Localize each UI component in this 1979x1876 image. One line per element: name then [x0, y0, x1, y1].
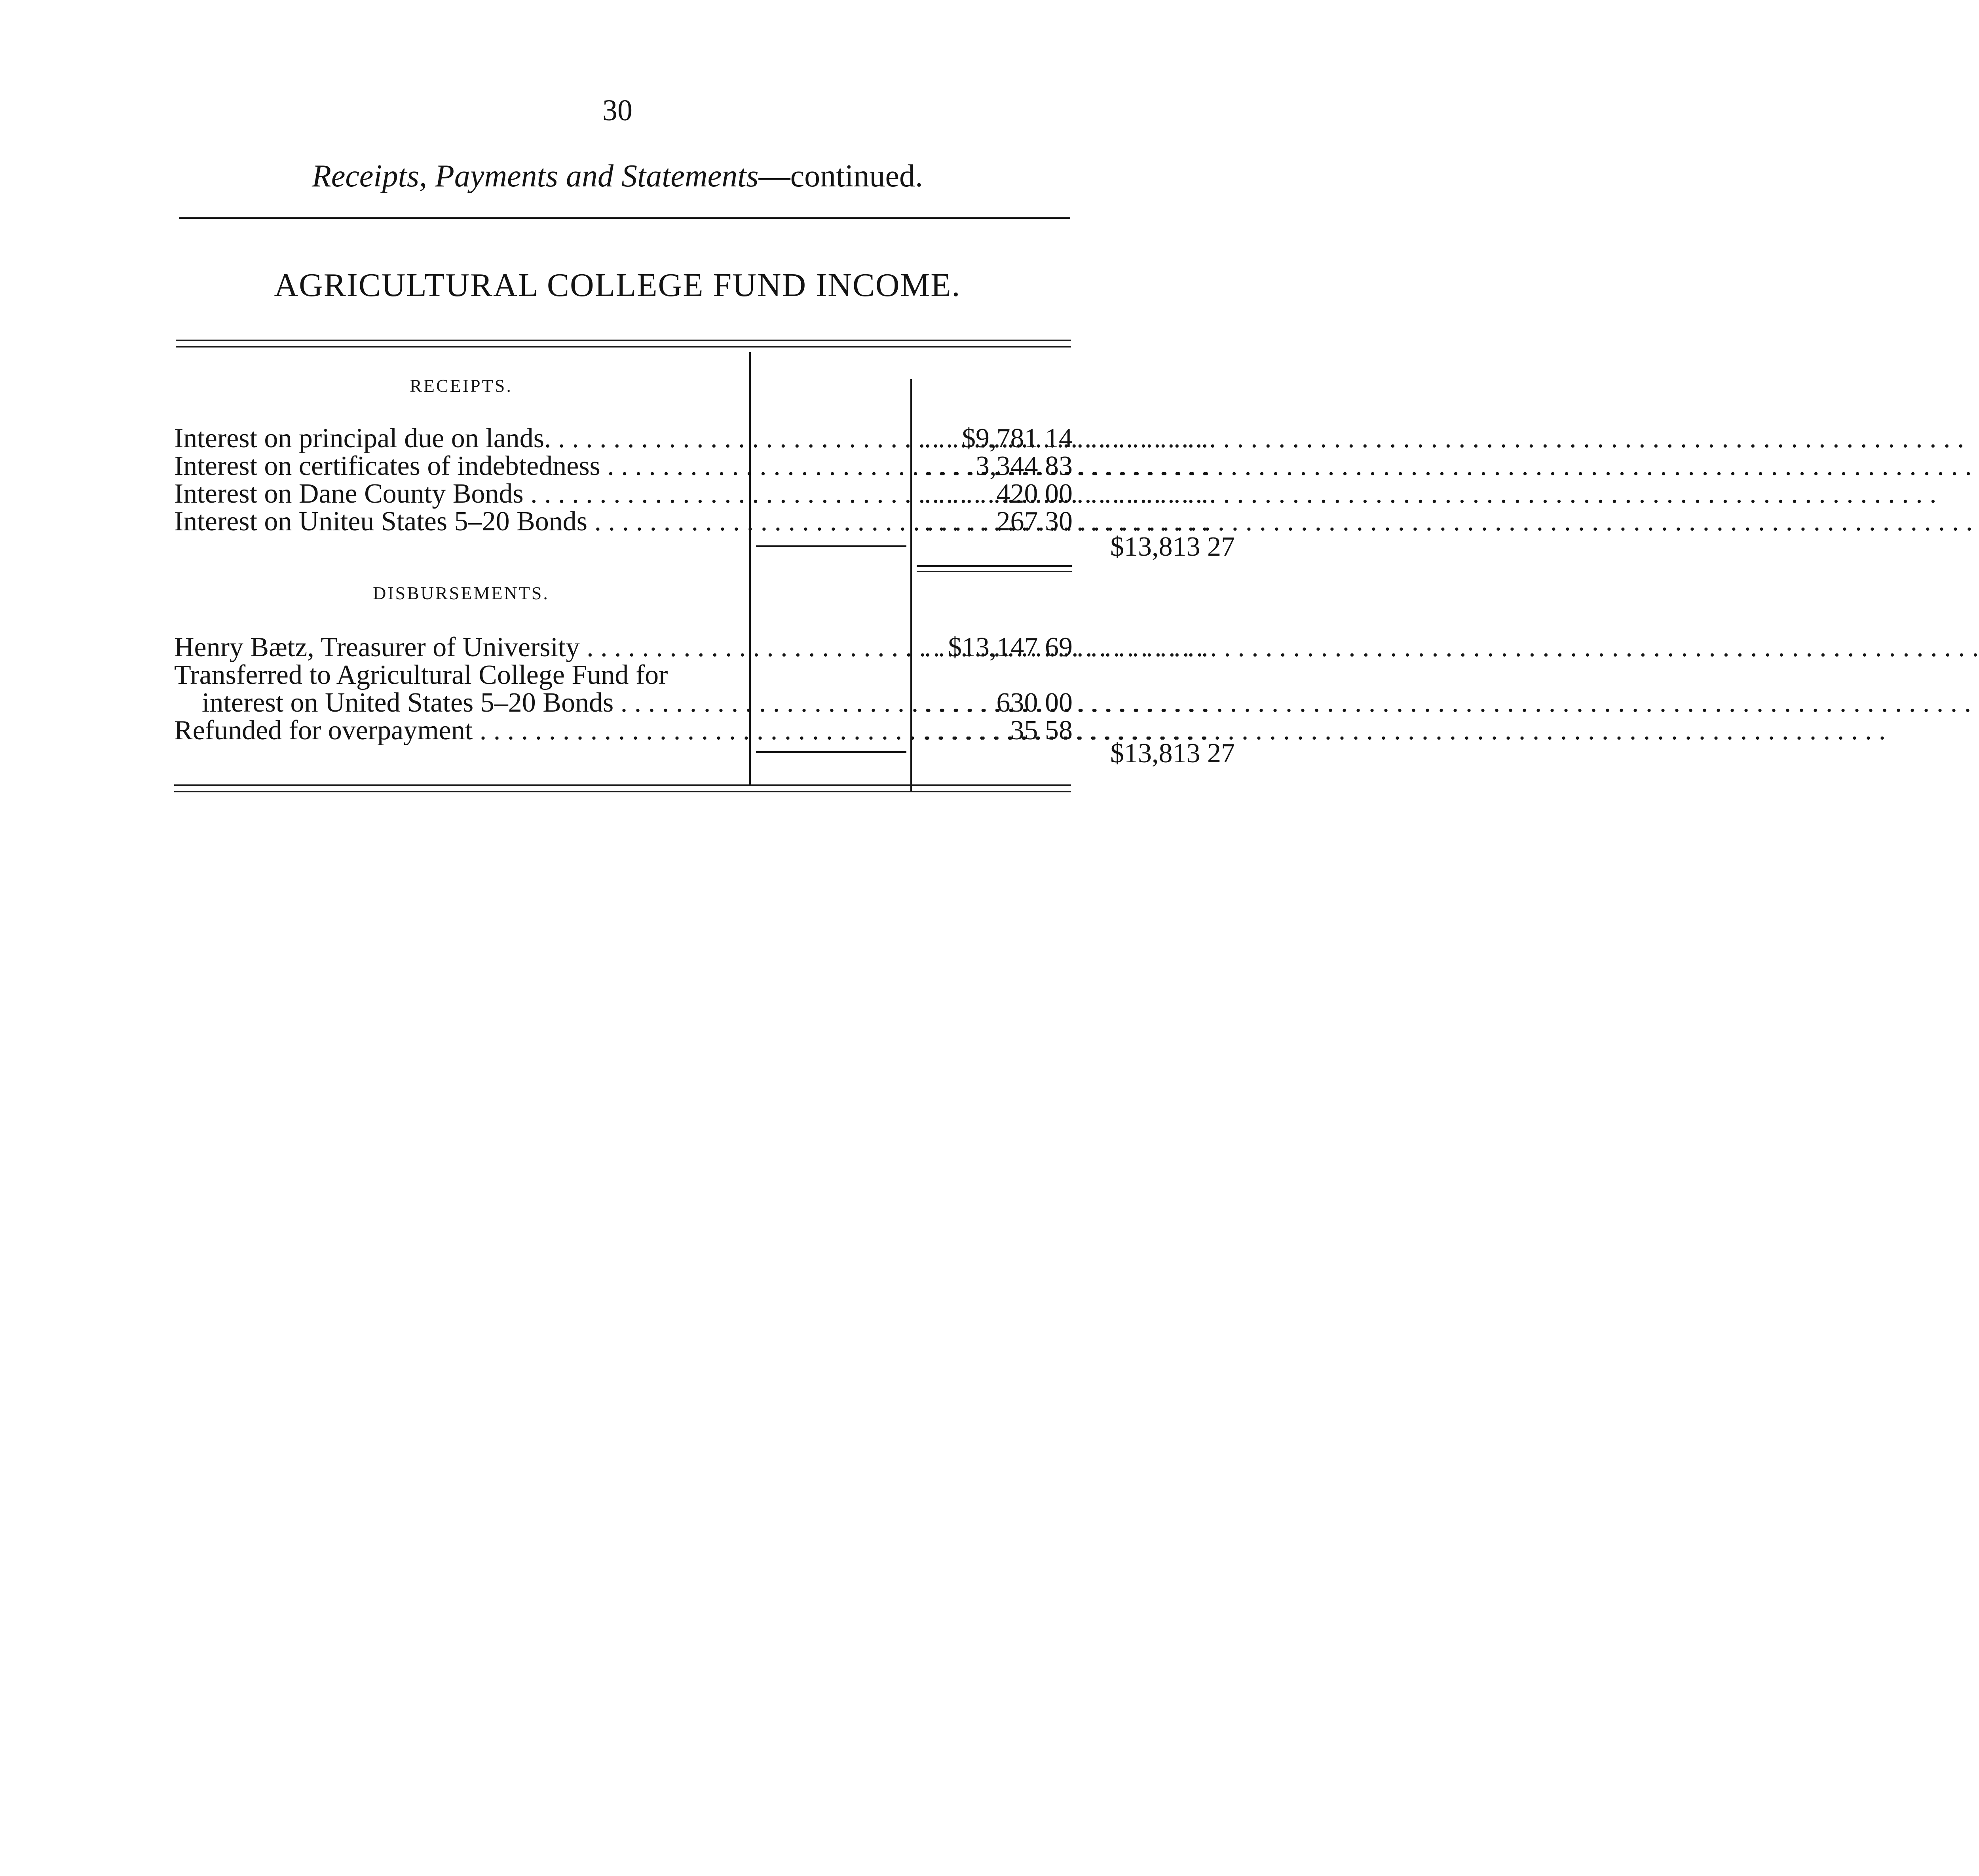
table-bottom-rule-inner	[174, 791, 1071, 792]
table-title: AGRICULTURAL COLLEGE FUND INCOME.	[274, 267, 961, 304]
receipt-row	[174, 506, 1073, 537]
receipt-label: Interest on certificates of indebtedness . . .	[174, 452, 748, 480]
dot-leader	[924, 633, 1225, 662]
receipts-total-rule	[917, 565, 1072, 567]
disbursements-total-row	[174, 738, 1235, 769]
receipts-total-rule-inner	[917, 571, 1072, 572]
receipt-row	[174, 478, 1073, 509]
header-rule	[179, 217, 1070, 219]
table-bottom-rule	[174, 784, 1071, 786]
disbursement-label: interest on United States 5–20 Bonds . . .	[202, 689, 748, 717]
receipt-label: Interest on Dane County Bonds . . .	[174, 480, 748, 508]
disbursements-total: $13,813 27	[1110, 738, 1235, 769]
receipt-amount: 420 00	[996, 478, 1073, 509]
disbursements-heading: DISBURSEMENTS.	[373, 583, 549, 603]
running-head	[0, 158, 1235, 194]
receipt-amount: 267 30	[996, 506, 1073, 537]
dot-leader	[924, 480, 1225, 508]
receipt-label: Interest on Uniteu States 5–20 Bonds . . .	[174, 507, 748, 536]
table-top-rule-inner	[176, 346, 1071, 347]
receipt-label: Interest on principal due on lands. . . .	[174, 424, 748, 453]
running-head-rest: —continued.	[758, 159, 923, 194]
running-head-italic: Receipts, Payments and Statements	[311, 159, 759, 194]
disbursement-row	[174, 687, 1073, 718]
dot-leader	[924, 689, 1225, 717]
dot-leader	[924, 452, 1225, 480]
disbursement-row	[174, 632, 1073, 663]
receipts-total-row	[174, 532, 1235, 562]
receipts-heading: RECEIPTS.	[410, 376, 513, 396]
disbursement-amount: 35 58	[1010, 715, 1073, 746]
disbursement-label: Henry Bætz, Treasurer of University . . .	[174, 633, 748, 662]
dot-leader	[924, 424, 1225, 453]
disbursement-amount: $13,147 69	[948, 632, 1073, 663]
receipt-amount: 3,344 83	[976, 451, 1073, 481]
page-number: 30	[602, 94, 632, 127]
disbursement-label: Refunded for overpayment . . .	[174, 716, 748, 745]
receipts-total: $13,813 27	[1110, 532, 1235, 562]
disbursement-label: Transferred to Agricultural College Fund for	[174, 660, 668, 690]
receipt-row	[174, 423, 1073, 454]
disbursement-row	[174, 661, 1069, 689]
receipt-amount: $9,781 14	[962, 423, 1073, 454]
disbursement-amount: 630 00	[996, 687, 1073, 718]
receipt-row	[174, 451, 1073, 481]
table-top-rule	[176, 340, 1071, 341]
